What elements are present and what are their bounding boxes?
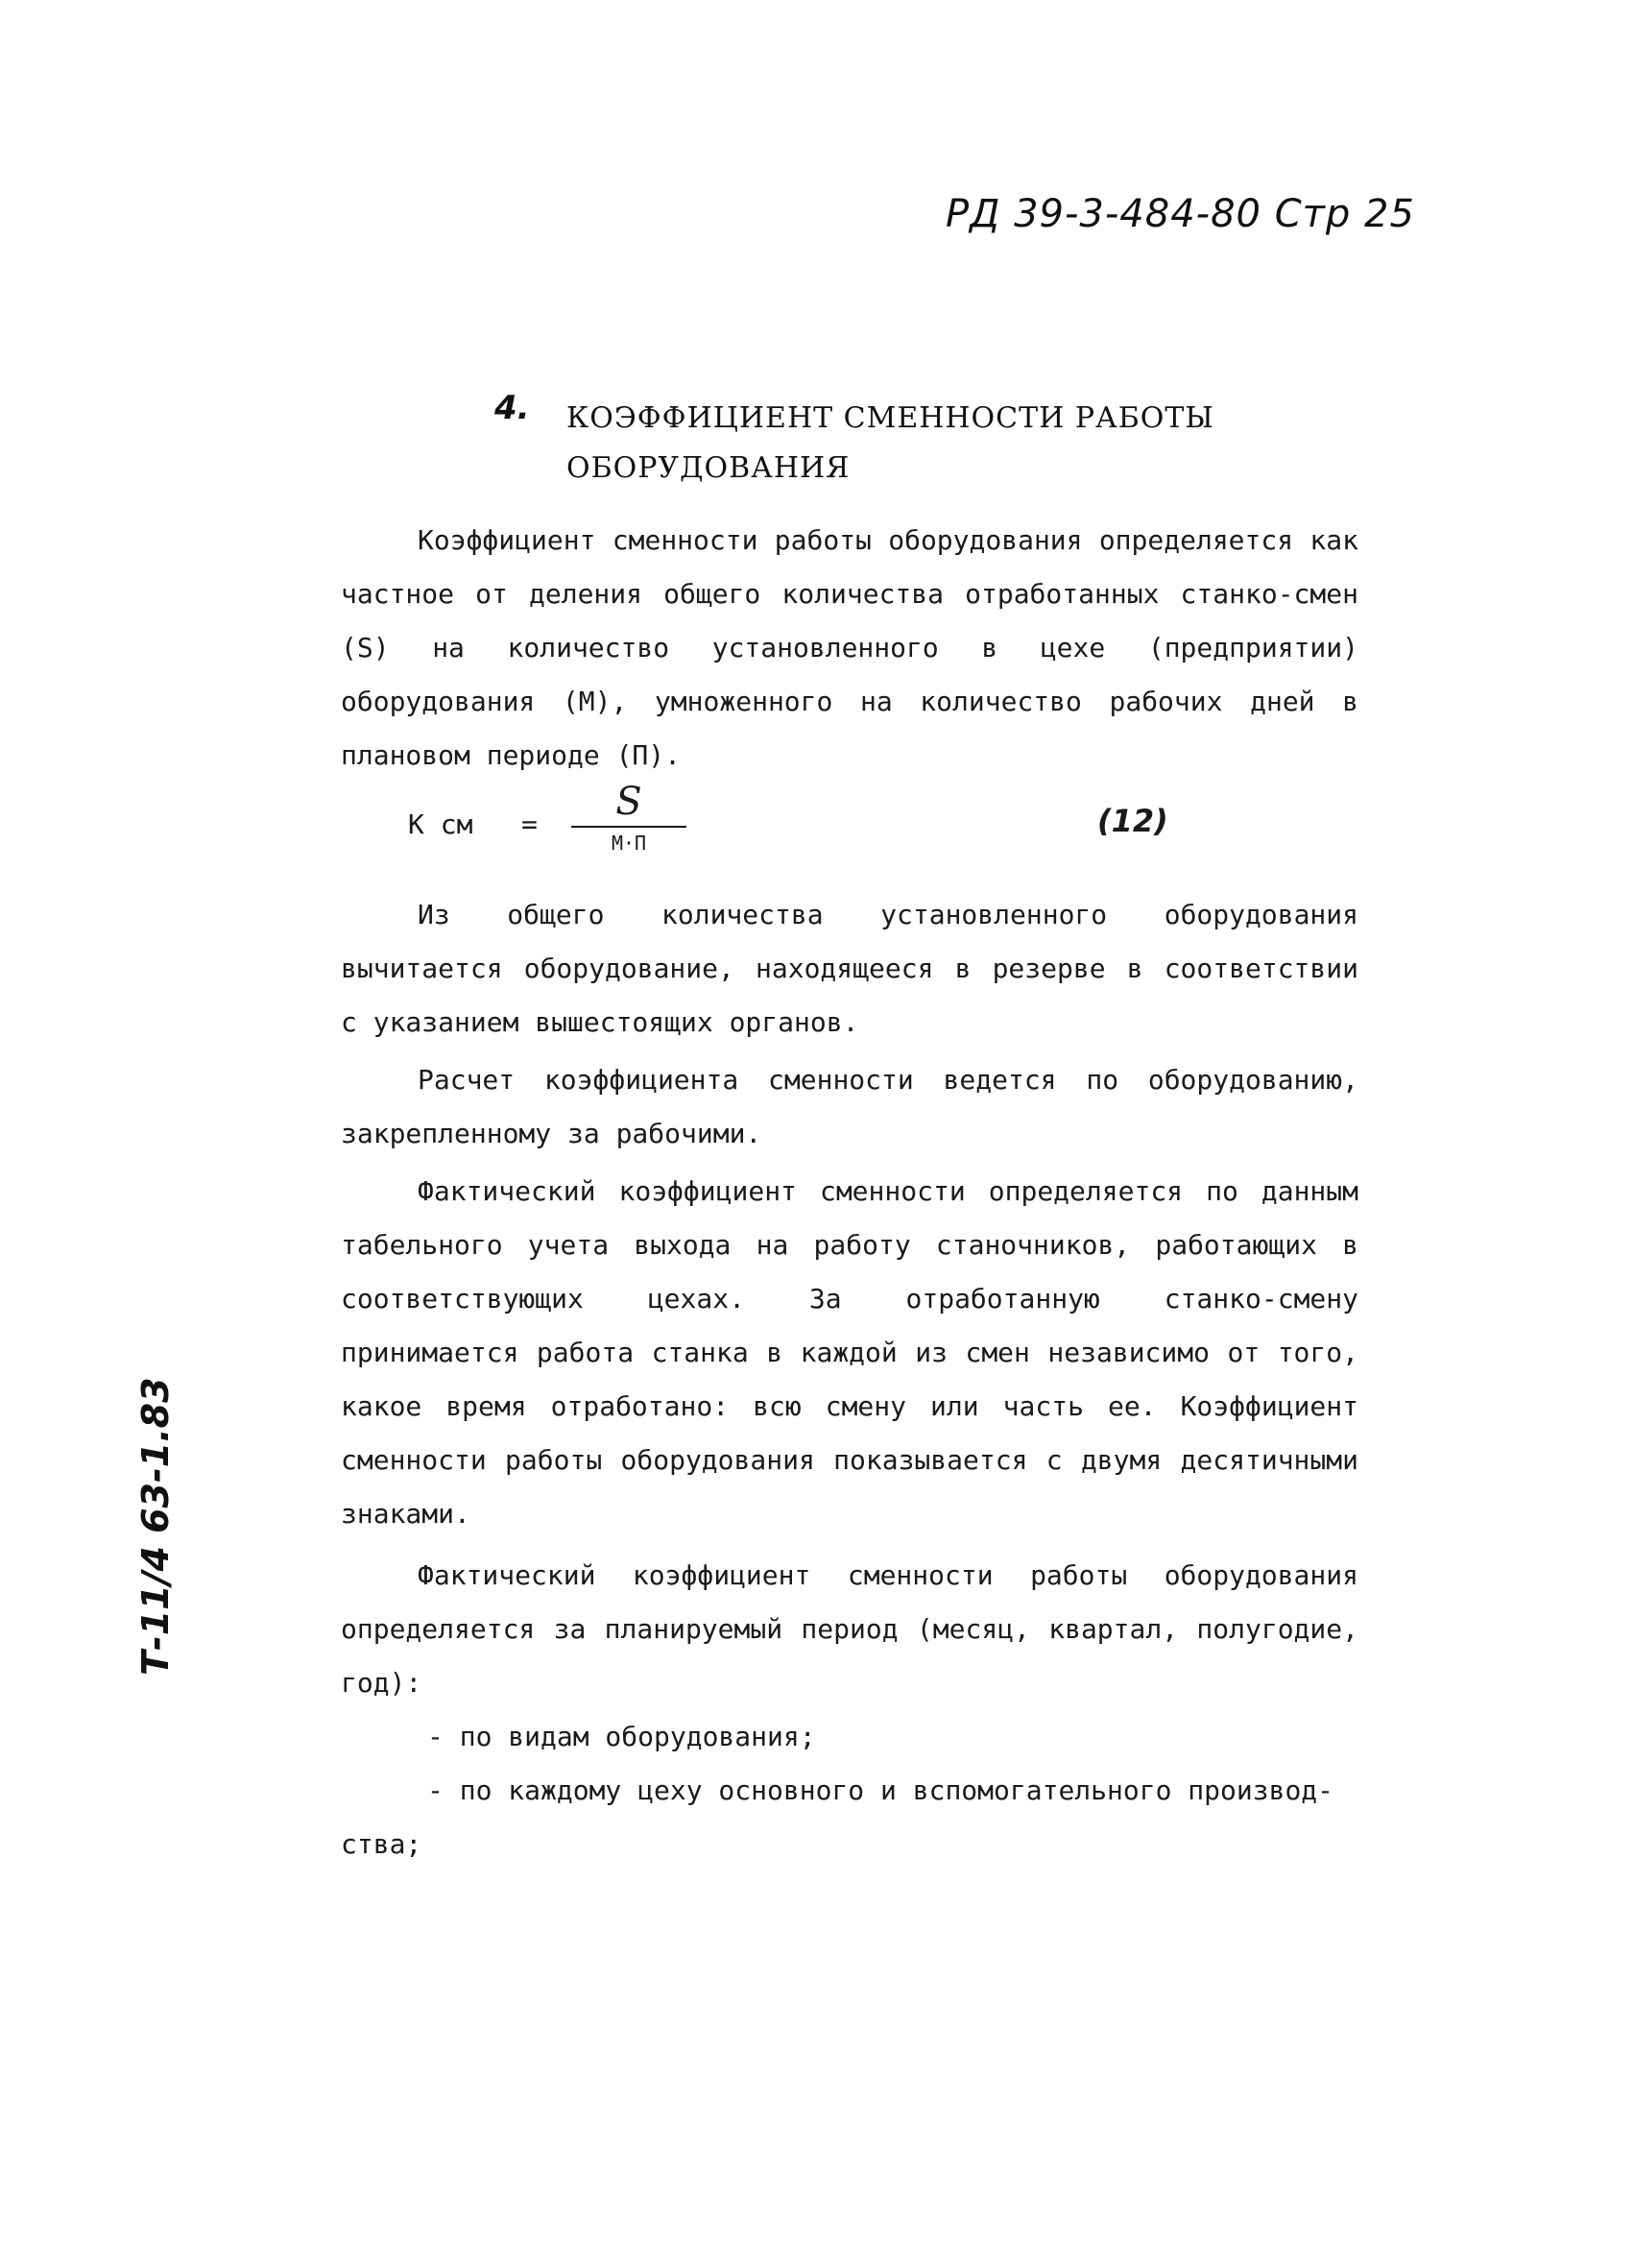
list-item-continuation: ства;	[341, 1828, 422, 1860]
formula-shift-coefficient	[408, 780, 1195, 866]
paragraph-reserve: Из общего количества установленного оборудования вычитается оборудование, находящееся в резерве в соответствии с указанием вышестоящих органов.	[341, 899, 1358, 1038]
section-title-line1: КОЭФФИЦИЕНТ СМЕННОСТИ РАБОТЫ	[566, 401, 1214, 435]
paragraph-definition-block	[341, 514, 1358, 783]
paragraph-period: Фактический коэффициент сменности работы оборудования определяется за планируемый период (месяц, квартал, полугодие, год):	[341, 1559, 1358, 1699]
list-item-each-workshop: - по каждому цеху основного и вспомогательного производ-	[427, 1774, 1334, 1806]
document-reference: РД 39-3-484-80 Стр 25	[946, 192, 1415, 236]
paragraphs-main-block	[341, 888, 1358, 1871]
list-item-equipment-types: - по видам оборудования;	[427, 1721, 816, 1752]
section-title	[566, 394, 1214, 494]
paragraph-calculation: Расчет коэффициента сменности ведется по оборудованию, закрепленному за рабочими.	[341, 1064, 1358, 1149]
paragraph-definition: Коэффициент сменности работы оборудования определяется как частное от деления общего количества отработанных станко-смен (S) на количество установленного в цехе (предприятии) оборудования (М), умноженного на количество рабочих дней в плановом периоде (П).	[341, 524, 1358, 771]
section-title-line2: ОБОРУДОВАНИЯ	[566, 451, 851, 485]
formula-equals: =	[521, 808, 538, 840]
formula-numerator: S	[615, 780, 642, 824]
section-number: 4.	[494, 389, 530, 427]
formula-fraction	[571, 780, 686, 855]
paragraph-actual: Фактический коэффициент сменности определяется по данным табельного учета выхода на работу станочников, работающих в соответствующих цехах. За отработанную станко-смену принимается работа станка в каждой из смен независимо от того, какое время отработано: всю смену или часть ее. Коэффициент сменности работы оборудования показывается с двумя десятичными знаками.	[341, 1175, 1358, 1530]
margin-stamp: Т-11/4 63-1.83	[134, 1377, 177, 1676]
formula-number: (12)	[1097, 803, 1168, 839]
fraction-bar	[571, 826, 686, 828]
formula-denominator: М·П	[611, 832, 647, 855]
formula-lhs: К см	[408, 808, 473, 840]
